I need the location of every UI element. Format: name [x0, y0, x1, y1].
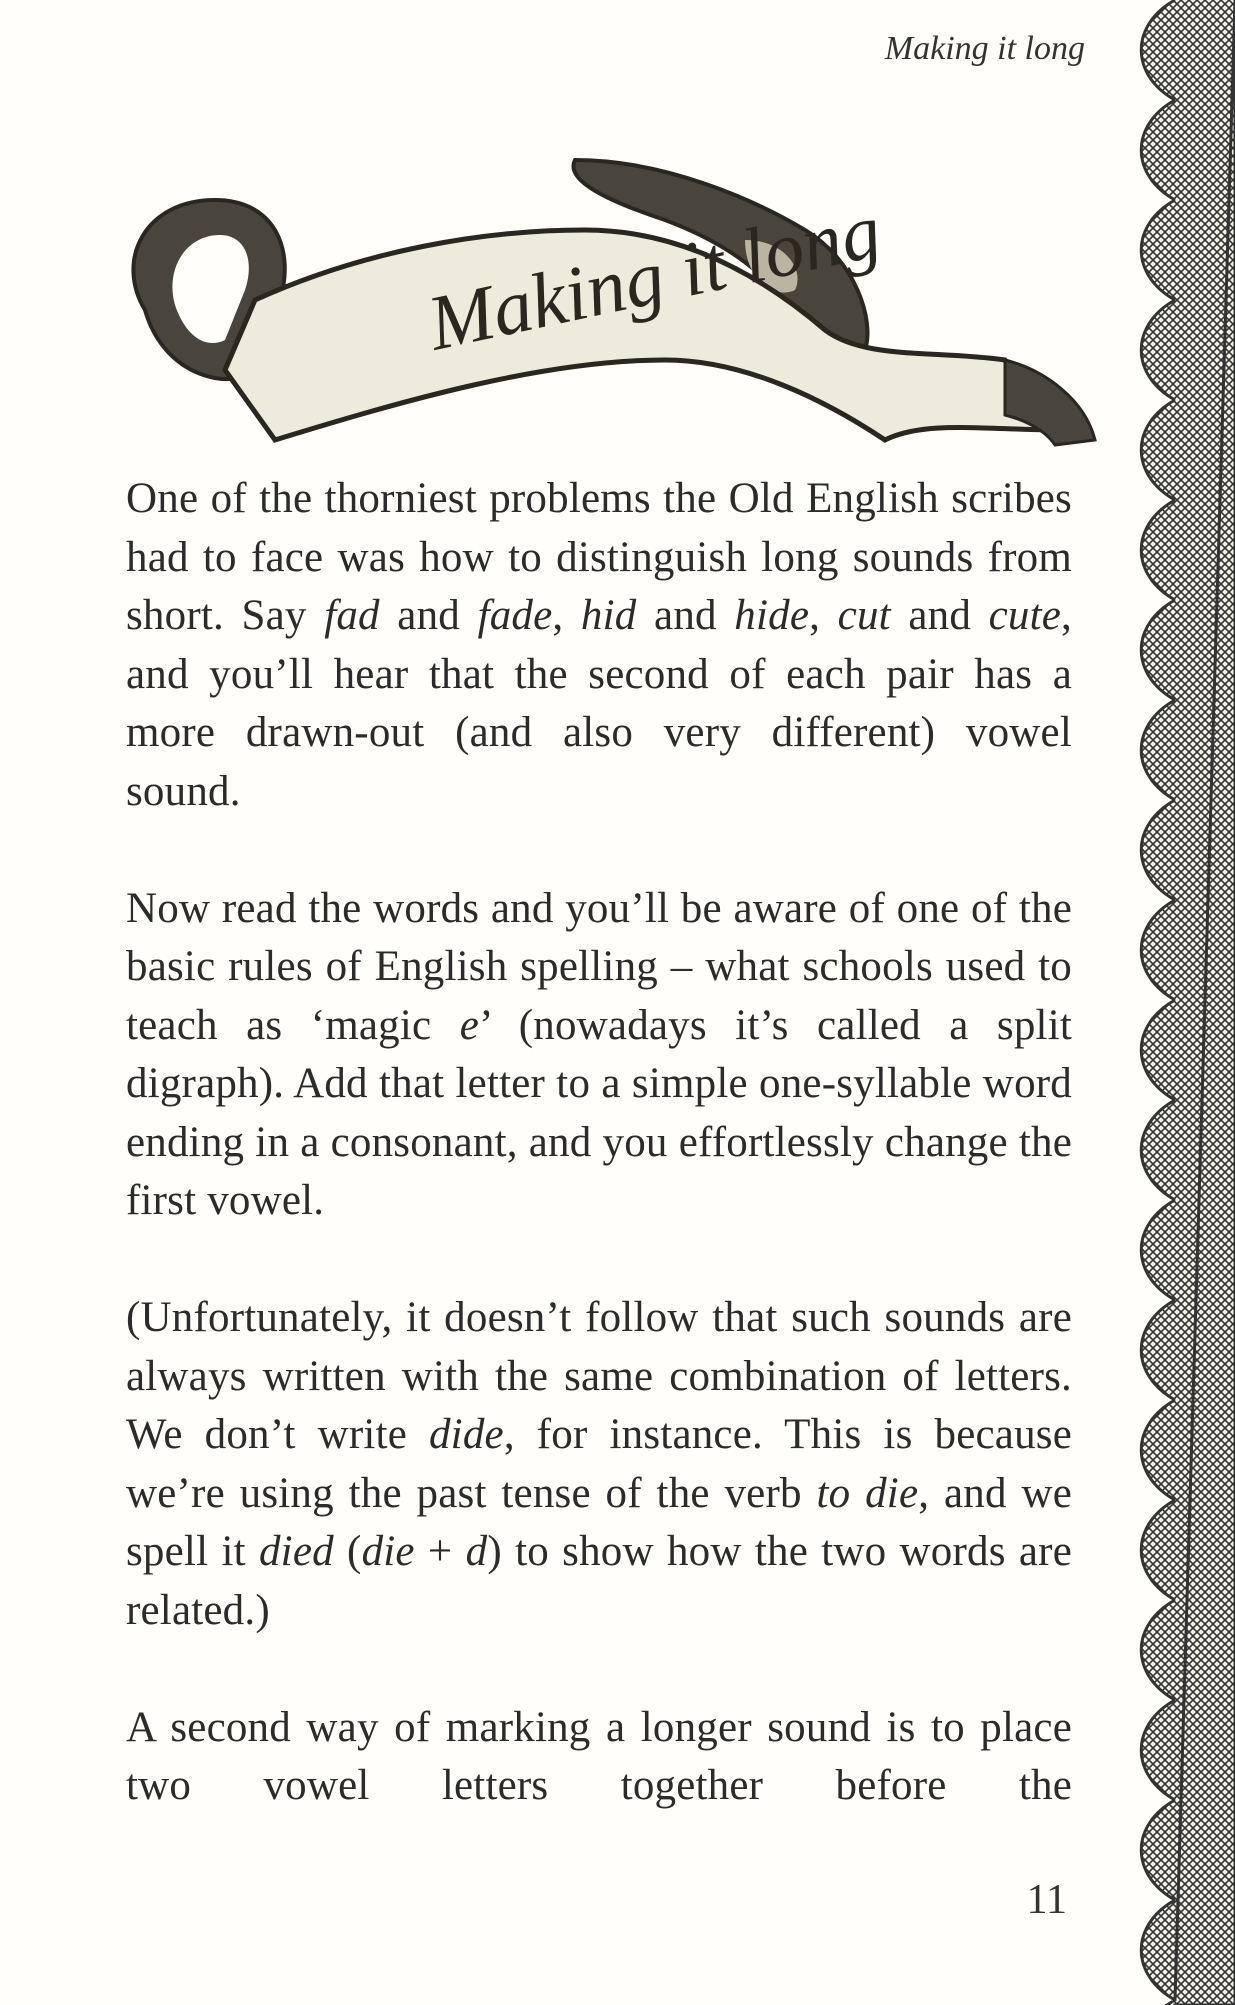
paragraph-3: (Unfortunately, it doesn’t follow that such sounds are always written with the same combination of letters. We don’t write dide, for instance. This is because we’re using the past tense of the verb to die, and we spell it died (die + d) to show how the two words are related.): [126, 1294, 1073, 1634]
body-text: [126, 470, 1072, 1874]
banner-ribbon-illustration: [105, 140, 1105, 450]
paragraph-2: Now read the words and you’ll be aware of one of the basic rules of English spelling – what schools used to teach as ‘magic e’ (nowadays it’s called a split digraph). Add that letter to a simple one-syllable word ending in a consonant, and you effortlessly change the first vowel.: [126, 884, 1073, 1224]
paragraph-1: One of the thorniest problems the Old English scribes had to face was how to distinguish long sounds from short. Say fad and fade, hid and hide, cut and cute, and you’ll hear that the second of each pair has a more drawn-out (and also very different) vowel sound.: [126, 475, 1072, 815]
banner-title: Making it long: [420, 186, 888, 367]
running-head: Making it long: [884, 30, 1085, 67]
lace-border-decoration: [1125, 0, 1235, 2005]
paragraph-4: A second way of marking a longer sound is to place two vowel letters together before the: [126, 1703, 1072, 1809]
page-number: 11: [1026, 1877, 1067, 1923]
